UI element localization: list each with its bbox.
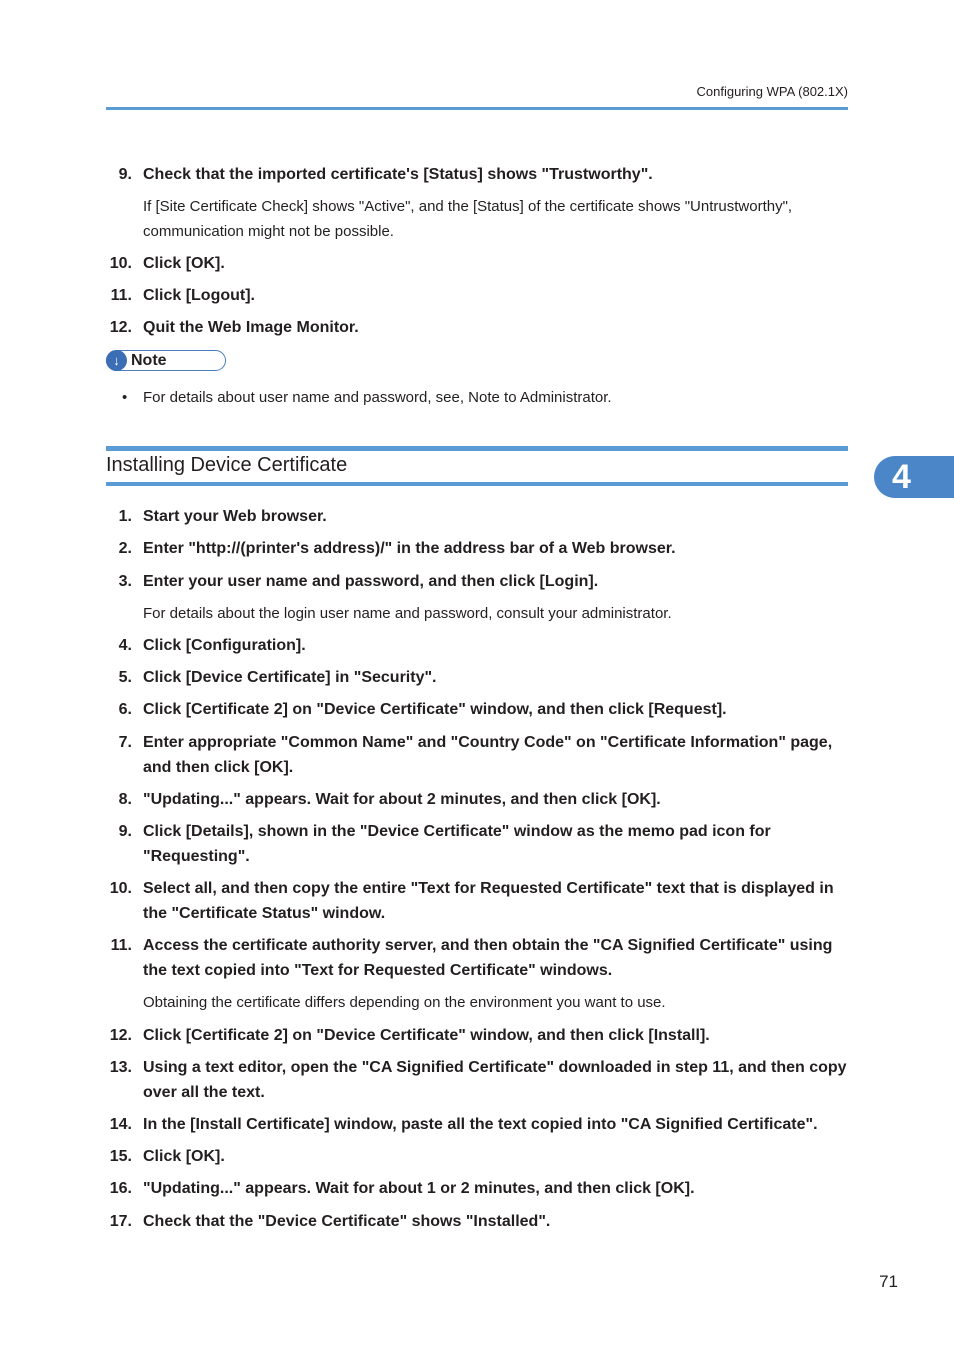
step-text: Click [OK].	[143, 1148, 225, 1165]
note-bullet-text: For details about user name and password, see, Note to Administrator.	[143, 389, 612, 406]
note-label: Note	[131, 352, 167, 369]
list-item	[0, 536, 954, 561]
section-title: Installing Device Certificate	[106, 454, 348, 476]
list-item	[0, 819, 954, 869]
list-item	[0, 569, 954, 626]
step-number: 11.	[110, 287, 132, 304]
step-subtext: Obtaining the certificate differs depending on the environment you want to use.	[143, 994, 666, 1011]
step-number: 2.	[118, 540, 132, 557]
list-item	[0, 162, 954, 244]
step-number: 17.	[109, 1213, 132, 1230]
step-number: 7.	[118, 734, 132, 751]
step-number: 13.	[109, 1059, 132, 1076]
list-item	[0, 1112, 954, 1137]
step-number: 11.	[110, 937, 132, 954]
chapter-number: 4	[892, 458, 911, 496]
steps-main-list	[0, 504, 954, 1234]
list-item	[0, 251, 954, 276]
bullet-icon: •	[122, 389, 128, 406]
list-item	[0, 315, 954, 340]
list-item	[0, 1023, 954, 1048]
list-item	[0, 787, 954, 812]
step-number: 12.	[109, 319, 132, 336]
step-text: Enter appropriate "Common Name" and "Country Code" on "Certificate Information" page, and then click [OK].	[143, 734, 833, 776]
section-rule-top	[106, 446, 848, 451]
list-item	[0, 730, 954, 780]
step-number: 6.	[118, 701, 132, 718]
step-text: Using a text editor, open the "CA Signified Certificate" downloaded in step 11, and then copy over all the text.	[143, 1059, 847, 1101]
step-text: Start your Web browser.	[143, 508, 327, 525]
list-item	[0, 633, 954, 658]
step-text: Click [Certificate 2] on "Device Certificate" window, and then click [Request].	[143, 701, 727, 718]
step-text: Click [OK].	[143, 255, 225, 272]
step-text: "Updating..." appears. Wait for about 2 minutes, and then click [OK].	[143, 791, 661, 808]
list-item	[0, 1055, 954, 1105]
list-item	[0, 1144, 954, 1169]
list-item	[0, 933, 954, 1015]
step-number: 9.	[118, 166, 132, 183]
chapter-tab	[874, 456, 954, 498]
section-rule-bottom	[106, 482, 848, 486]
step-text: In the [Install Certificate] window, paste all the text copied into "CA Signified Certificate".	[143, 1116, 818, 1133]
step-number: 3.	[118, 573, 132, 590]
step-text: Enter your user name and password, and then click [Login].	[143, 573, 599, 590]
step-text: Click [Details], shown in the "Device Certificate" window as the memo pad icon for "Requesting".	[143, 823, 771, 865]
note-heading	[106, 350, 226, 371]
step-number: 9.	[118, 823, 132, 840]
header-rule	[106, 107, 848, 110]
step-text: Quit the Web Image Monitor.	[143, 319, 359, 336]
page-number: 71	[879, 1272, 898, 1291]
step-number: 10.	[109, 255, 132, 272]
step-text: Check that the "Device Certificate" shows "Installed".	[143, 1213, 551, 1230]
list-item	[0, 697, 954, 722]
step-text: Click [Certificate 2] on "Device Certificate" window, and then click [Install].	[143, 1027, 710, 1044]
step-text: Enter "http://(printer's address)/" in the address bar of a Web browser.	[143, 540, 676, 557]
step-number: 8.	[118, 791, 132, 808]
step-number: 12.	[109, 1027, 132, 1044]
steps-top-list	[0, 162, 954, 340]
step-text: Click [Device Certificate] in "Security".	[143, 669, 437, 686]
running-header: Configuring WPA (802.1X)	[696, 84, 848, 99]
step-number: 15.	[109, 1148, 132, 1165]
arrow-down-icon: ↓	[106, 350, 127, 371]
list-item	[0, 283, 954, 308]
step-text: Access the certificate authority server, and then obtain the "CA Signified Certificate" using the text copied into "Text for Requested Certificate" windows.	[143, 937, 833, 979]
list-item	[0, 1209, 954, 1234]
step-number: 4.	[118, 637, 132, 654]
step-subtext: For details about the login user name and password, consult your administrator.	[143, 605, 672, 622]
step-text: Click [Logout].	[143, 287, 255, 304]
step-text: Select all, and then copy the entire "Text for Requested Certificate" text that is displayed in the "Certificate Status" window.	[143, 880, 834, 922]
list-item	[0, 876, 954, 926]
step-text: "Updating..." appears. Wait for about 1 or 2 minutes, and then click [OK].	[143, 1180, 695, 1197]
list-item	[0, 665, 954, 690]
step-number: 16.	[109, 1180, 132, 1197]
step-subtext: If [Site Certificate Check] shows "Active", and the [Status] of the certificate shows "Untrustworthy", communication might not be possible.	[143, 198, 793, 240]
list-item	[0, 1176, 954, 1201]
step-number: 10.	[109, 880, 132, 897]
step-text: Check that the imported certificate's [Status] shows "Trustworthy".	[143, 166, 653, 183]
step-number: 5.	[118, 669, 132, 686]
step-text: Click [Configuration].	[143, 637, 306, 654]
step-number: 1.	[118, 508, 132, 525]
step-number: 14.	[109, 1116, 132, 1133]
note-bullet	[0, 385, 954, 410]
list-item	[0, 504, 954, 529]
